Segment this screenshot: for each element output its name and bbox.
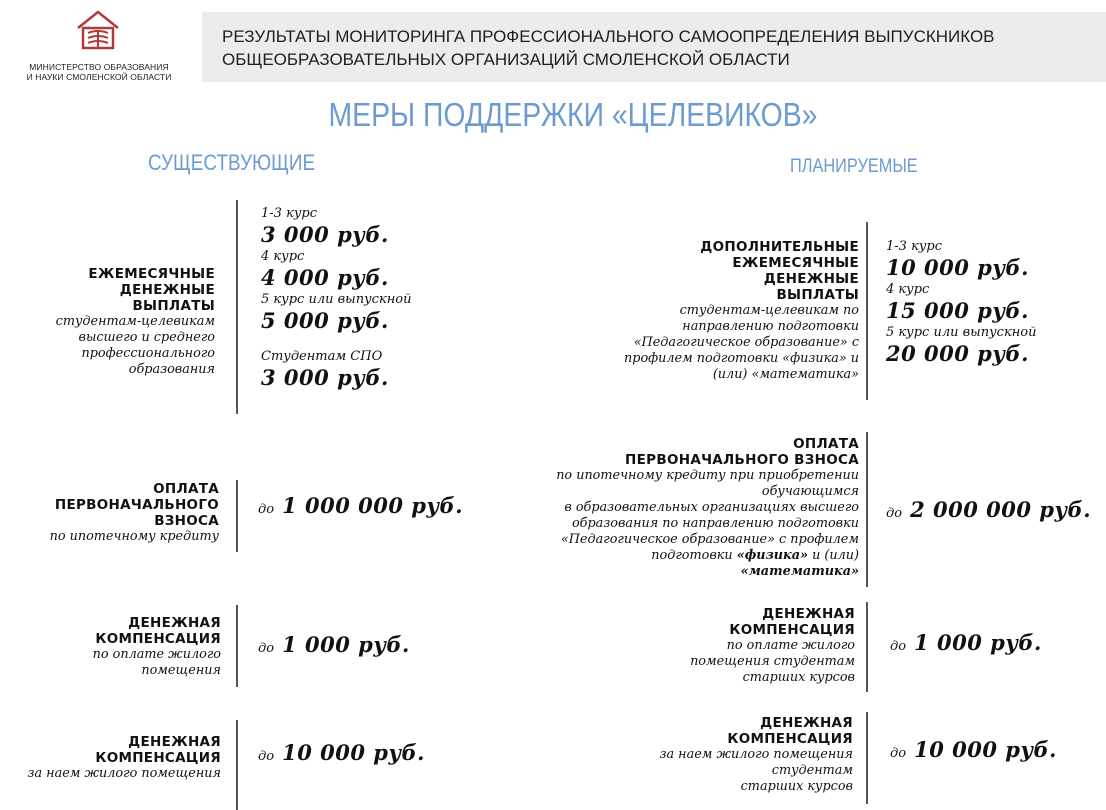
measure-description: по оплате жилого помещения студентам старших курсов xyxy=(690,638,855,685)
ministry-name-line2: И НАУКИ СМОЛЕНСКОЙ ОБЛАСТИ xyxy=(26,72,172,82)
amount-prefix: до xyxy=(886,506,903,521)
measure-description: студентам-целевикам высшего и среднего профессионального образования xyxy=(55,314,215,377)
divider xyxy=(866,432,868,587)
amount-value: 1 000 000 руб. xyxy=(282,493,464,518)
ministry-name xyxy=(20,62,178,82)
planned-down-payment xyxy=(500,436,859,580)
header-banner xyxy=(202,12,1106,82)
divider xyxy=(866,222,868,400)
measure-title: ДЕНЕЖНАЯ КОМПЕНСАЦИЯ xyxy=(729,606,855,638)
measure-description: по ипотечному кредиту xyxy=(49,529,219,544)
amount-value: 3 000 руб. xyxy=(261,222,389,247)
measure-description: за наем жилого помещения xyxy=(27,766,221,781)
divider xyxy=(866,712,868,804)
banner-title-line1: РЕЗУЛЬТАТЫ МОНИТОРИНГА ПРОФЕССИОНАЛЬНОГО САМООПРЕДЕЛЕНИЯ ВЫПУСКНИКОВ xyxy=(222,27,995,46)
course-label: 5 курс или выпускной xyxy=(886,325,1037,340)
measure-title: ЕЖЕМЕСЯЧНЫЕ ДЕНЕЖНЫЕ ВЫПЛАТЫ xyxy=(88,266,215,314)
planned-monthly-payments xyxy=(560,239,859,383)
amount-prefix: до xyxy=(258,749,275,764)
existing-down-payment-amount xyxy=(258,493,463,519)
planned-down-payment-amount xyxy=(886,497,1091,523)
measure-description: студентам-целевикам по направлению подготовки «Педагогическое образование» с профилем подготовки «физика» и (или) «математика» xyxy=(624,303,859,382)
amount-value: 15 000 руб. xyxy=(886,298,1029,323)
course-label: Студентам СПО xyxy=(261,349,383,364)
amount-prefix: до xyxy=(890,639,907,654)
measure-description: по оплате жилого помещения xyxy=(92,647,221,678)
planned-heading: ПЛАНИРУЕМЫЕ xyxy=(790,156,918,177)
amount-value: 20 000 руб. xyxy=(886,341,1029,366)
course-label: 1-3 курс xyxy=(886,239,942,254)
measure-title: ДЕНЕЖНАЯ КОМПЕНСАЦИЯ xyxy=(95,734,221,766)
divider xyxy=(236,605,238,687)
course-label: 4 курс xyxy=(261,249,305,264)
amount-prefix: до xyxy=(890,746,907,761)
existing-housing-payment-compensation xyxy=(10,615,221,679)
amount-value: 1 000 руб. xyxy=(914,630,1042,655)
divider xyxy=(236,720,238,810)
existing-monthly-amounts xyxy=(261,205,411,391)
measure-title: ОПЛАТА ПЕРВОНАЧАЛЬНОГО ВЗНОСА xyxy=(54,481,219,529)
amount-value: 10 000 руб. xyxy=(282,740,425,765)
divider xyxy=(236,480,238,552)
ministry-logo-icon xyxy=(76,8,120,52)
ministry-name-line1: МИНИСТЕРСТВО ОБРАЗОВАНИЯ xyxy=(29,62,169,72)
course-label: 1-3 курс xyxy=(261,206,317,221)
measure-title: ДЕНЕЖНАЯ КОМПЕНСАЦИЯ xyxy=(727,715,853,747)
existing-monthly-payments xyxy=(10,266,215,378)
existing-housing-payment-amount xyxy=(258,632,410,658)
amount-value: 10 000 руб. xyxy=(886,255,1029,280)
amount-value: 5 000 руб. xyxy=(261,308,389,333)
existing-heading: СУЩЕСТВУЮЩИЕ xyxy=(148,150,316,175)
amount-value: 1 000 руб. xyxy=(282,632,410,657)
planned-rent-compensation xyxy=(560,715,853,795)
amount-prefix: до xyxy=(258,641,275,656)
planned-housing-payment-compensation xyxy=(560,606,855,686)
amount-value: 2 000 000 руб. xyxy=(910,497,1092,522)
course-label: 4 курс xyxy=(886,282,930,297)
amount-value: 10 000 руб. xyxy=(914,737,1057,762)
measure-title: ДЕНЕЖНАЯ КОМПЕНСАЦИЯ xyxy=(95,615,221,647)
measure-title: ОПЛАТА ПЕРВОНАЧАЛЬНОГО ВЗНОСА xyxy=(625,436,859,468)
planned-monthly-amounts xyxy=(886,238,1036,367)
amount-value: 4 000 руб. xyxy=(261,265,389,290)
banner-title-line2: ОБЩЕОБРАЗОВАТЕЛЬНЫХ ОРГАНИЗАЦИЙ СМОЛЕНСКОЙ ОБЛАСТИ xyxy=(222,50,790,69)
amount-prefix: до xyxy=(258,502,275,517)
measure-description: по ипотечному кредиту при приобретении обучающимся в образовательных организациях высшего образования по направлению подготовки «Педагогическое образование» с профилем подготовки «физика» и (или) «математика» xyxy=(556,468,859,579)
ministry-logo xyxy=(76,8,120,52)
planned-rent-amount xyxy=(890,737,1057,763)
planned-housing-payment-amount xyxy=(890,630,1042,656)
existing-rent-compensation xyxy=(4,734,221,782)
amount-value: 3 000 руб. xyxy=(261,365,389,390)
existing-down-payment xyxy=(10,481,219,545)
divider xyxy=(866,602,868,692)
page-title: МЕРЫ ПОДДЕРЖКИ «ЦЕЛЕВИКОВ» xyxy=(328,96,818,133)
existing-rent-amount xyxy=(258,740,425,766)
measure-title: ДОПОЛНИТЕЛЬНЫЕ ЕЖЕМЕСЯЧНЫЕ ДЕНЕЖНЫЕ ВЫПЛАТЫ xyxy=(700,239,859,303)
divider xyxy=(236,200,238,414)
course-label: 5 курс или выпускной xyxy=(261,292,412,307)
measure-description: за наем жилого помещения студентам старших курсов xyxy=(659,747,853,794)
